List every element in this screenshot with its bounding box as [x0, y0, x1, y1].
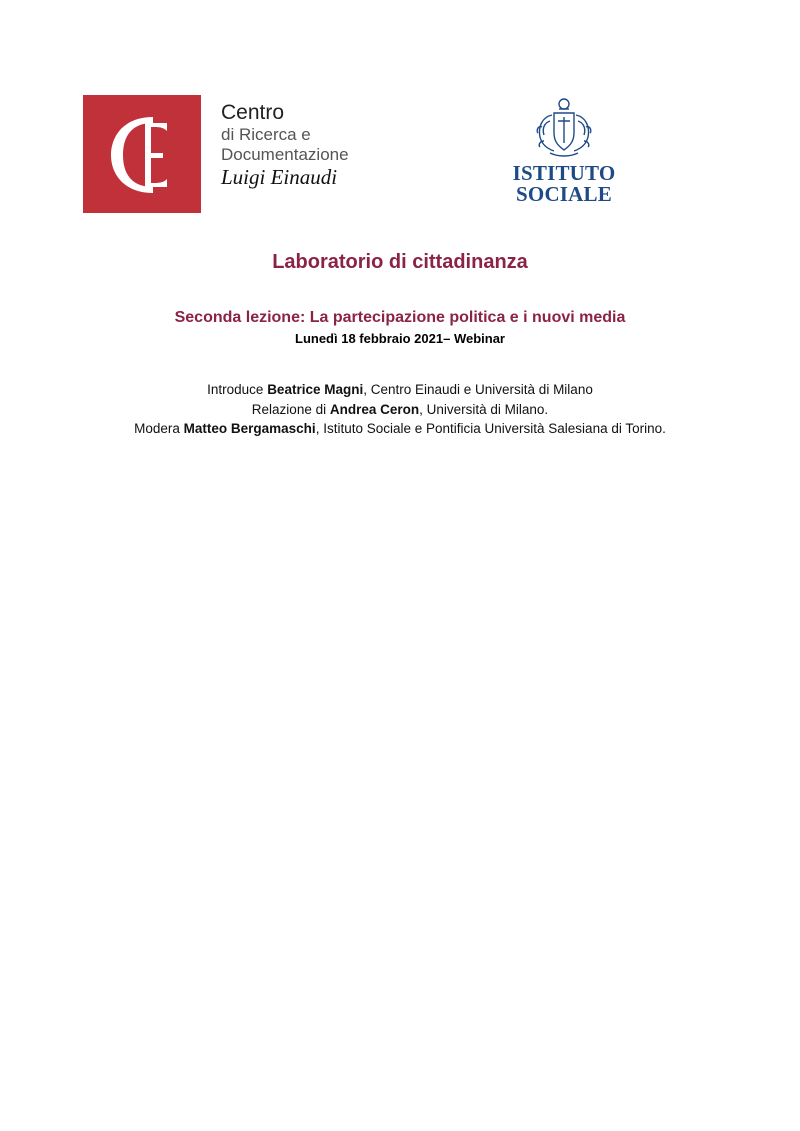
einaudi-logo-line1: Centro — [221, 101, 285, 124]
speakers-block — [0, 380, 800, 439]
istituto-sociale-logo — [504, 95, 624, 213]
introduce-line — [0, 380, 800, 400]
modera-line — [0, 419, 800, 439]
istituto-logo-word1: ISTITUTO — [512, 161, 616, 185]
einaudi-ce-mark — [83, 95, 201, 213]
einaudi-logo-line2: di Ricerca e — [221, 125, 311, 144]
ce-monogram-icon — [83, 95, 201, 213]
event-date: Lunedì 18 febbraio 2021– Webinar — [295, 331, 505, 346]
introduce-prefix: Introduce — [207, 382, 268, 397]
introduce-name: Beatrice Magni — [267, 382, 364, 397]
introduce-suffix: , Centro Einaudi e Università di Milano — [363, 382, 593, 397]
modera-suffix: , Istituto Sociale e Pontificia Università Salesiana di Torino. — [315, 421, 666, 436]
page-title: Laboratorio di cittadinanza — [272, 251, 528, 273]
modera-prefix: Modera — [134, 421, 184, 436]
einaudi-logo-line3: Documentazione — [221, 145, 349, 164]
einaudi-logo-line4: Luigi Einaudi — [221, 165, 338, 189]
relazione-line — [0, 400, 800, 420]
istituto-crest-icon — [532, 97, 596, 159]
relazione-name: Andrea Ceron — [329, 401, 420, 417]
relazione-prefix: Relazione di — [251, 401, 330, 417]
relazione-suffix: , Università di Milano. — [419, 401, 549, 417]
modera-name: Matteo Bergamaschi — [183, 421, 316, 436]
istituto-logo-word2: SOCIALE — [516, 182, 612, 206]
lesson-subtitle: Seconda lezione: La partecipazione politica e i nuovi media — [174, 309, 626, 326]
centro-einaudi-logo — [83, 95, 353, 213]
